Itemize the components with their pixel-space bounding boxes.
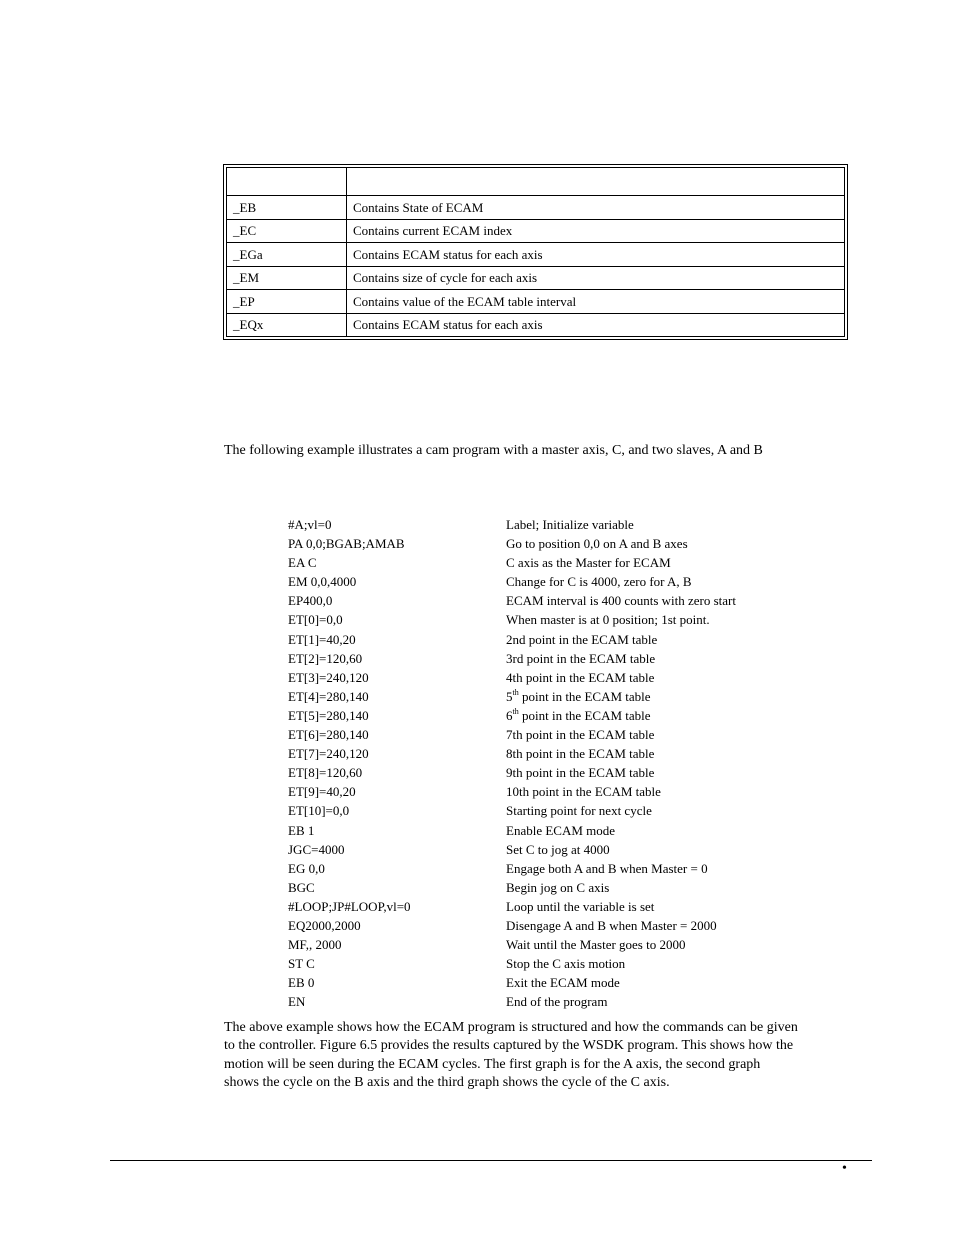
program-line	[288, 725, 808, 744]
program-comment: Wait until the Master goes to 2000	[506, 937, 686, 953]
program-command: PA 0,0;BGAB;AMAB	[288, 536, 405, 552]
program-command: ET[8]=120,60	[288, 765, 363, 781]
program-command: ET[3]=240,120	[288, 669, 369, 685]
program-comment: 10th point in the ECAM table	[506, 784, 661, 800]
program-comment: Disengage A and B when Master = 2000	[506, 917, 717, 933]
program-comment: 9th point in the ECAM table	[506, 765, 655, 781]
program-line	[288, 801, 808, 820]
program-comment: ECAM interval is 400 counts with zero start	[506, 593, 736, 609]
comment-number: 6	[506, 707, 513, 723]
program-command: #LOOP;JP#LOOP,vl=0	[288, 898, 411, 914]
program-command: ET[9]=40,20	[288, 784, 356, 800]
program-command: ET[5]=280,140	[288, 707, 369, 723]
program-command: EA C	[288, 555, 317, 571]
program-command: #A;vl=0	[288, 517, 332, 532]
program-line	[288, 668, 808, 687]
program-command: ET[1]=40,20	[288, 631, 356, 647]
comment-text: point in the ECAM table	[518, 688, 651, 704]
operand-cell: _EP	[227, 290, 347, 314]
description-cell: Contains value of the ECAM table interval	[347, 290, 845, 314]
program-command: BGC	[288, 879, 315, 895]
program-comment: Loop until the variable is set	[506, 898, 655, 914]
program-command: EN	[288, 994, 306, 1010]
table-row	[227, 219, 845, 243]
program-comment: 8th point in the ECAM table	[506, 746, 655, 762]
operand-cell: _EC	[227, 219, 347, 243]
operand-table-header	[227, 168, 845, 196]
program-comment: 2nd point in the ECAM table	[506, 631, 658, 647]
program-line	[288, 935, 808, 954]
program-comment: Set C to jog at 4000	[506, 841, 610, 857]
summary-line: motion will be seen during the ECAM cycles. The first graph is for the A axis, the second graph	[224, 1056, 761, 1072]
program-line	[288, 534, 808, 553]
footer-divider	[110, 1160, 872, 1161]
program-line	[288, 782, 808, 801]
summary-line: to the controller. Figure 6.5 provides the results captured by the WSDK program. This shows how the	[224, 1038, 794, 1054]
program-line	[288, 954, 808, 973]
program-command: MF,, 2000	[288, 937, 342, 953]
program-comment: Enable ECAM mode	[506, 822, 616, 838]
program-line	[288, 515, 808, 534]
program-line	[288, 649, 808, 668]
program-line	[288, 916, 808, 935]
program-comment: Change for C is 4000, zero for A, B	[506, 574, 692, 590]
program-command: EB 1	[288, 822, 315, 838]
program-comment: Starting point for next cycle	[506, 803, 652, 819]
program-command: ET[7]=240,120	[288, 746, 369, 762]
program-comment	[506, 706, 651, 725]
header-cell-description	[347, 168, 845, 196]
program-comment: C axis as the Master for ECAM	[506, 555, 671, 571]
program-line	[288, 630, 808, 649]
program-command: ET[10]=0,0	[288, 803, 350, 819]
program-line	[288, 610, 808, 629]
table-row	[227, 243, 845, 267]
program-line	[288, 553, 808, 572]
program-line	[288, 591, 808, 610]
program-comment	[506, 687, 651, 706]
operand-cell: _EGa	[227, 243, 347, 267]
program-command: ST C	[288, 956, 315, 972]
program-line	[288, 744, 808, 763]
program-command: EQ2000,2000	[288, 917, 361, 933]
table-row	[227, 290, 845, 314]
table-row	[227, 313, 845, 337]
operand-cell: _EM	[227, 266, 347, 290]
program-comment: Stop the C axis motion	[506, 956, 626, 972]
program-comment: Exit the ECAM mode	[506, 975, 620, 991]
program-line	[288, 687, 808, 706]
table-row	[227, 196, 845, 220]
operand-cell: _EQx	[227, 313, 347, 337]
program-comment: Begin jog on C axis	[506, 879, 610, 895]
table-row	[227, 266, 845, 290]
program-command: EB 0	[288, 975, 315, 991]
program-comment: 3rd point in the ECAM table	[506, 650, 656, 666]
ordinal-suffix: th	[512, 687, 519, 697]
footer-bullet: •	[842, 1161, 847, 1176]
program-command: EM 0,0,4000	[288, 574, 357, 590]
program-command: ET[4]=280,140	[288, 688, 369, 704]
summary-paragraph	[224, 1019, 872, 1092]
intro-paragraph: The following example illustrates a cam program with a master axis, C, and two slaves, A and B	[224, 443, 763, 458]
program-command: ET[2]=120,60	[288, 650, 363, 666]
program-line	[288, 859, 808, 878]
program-line	[288, 821, 808, 840]
program-comment: When master is at 0 position; 1st point.	[506, 612, 710, 628]
comment-text: point in the ECAM table	[518, 707, 651, 723]
program-command: EP400,0	[288, 593, 333, 609]
program-line	[288, 572, 808, 591]
program-comment: Go to position 0,0 on A and B axes	[506, 536, 688, 552]
comment-number: 5	[506, 688, 513, 704]
description-cell: Contains current ECAM index	[347, 219, 845, 243]
program-comment: 4th point in the ECAM table	[506, 669, 655, 685]
description-cell: Contains ECAM status for each axis	[347, 313, 845, 337]
program-listing	[288, 515, 808, 1011]
description-cell: Contains ECAM status for each axis	[347, 243, 845, 267]
program-comment: Label; Initialize variable	[506, 517, 634, 532]
operand-table	[223, 164, 848, 340]
description-cell: Contains size of cycle for each axis	[347, 266, 845, 290]
program-line	[288, 878, 808, 897]
program-line	[288, 992, 808, 1011]
program-command: JGC=4000	[288, 841, 345, 857]
program-line	[288, 973, 808, 992]
program-command: ET[0]=0,0	[288, 612, 343, 628]
program-comment: End of the program	[506, 994, 608, 1010]
program-line	[288, 763, 808, 782]
summary-line: The above example shows how the ECAM program is structured and how the commands can be given	[224, 1020, 798, 1035]
program-line	[288, 897, 808, 916]
operand-cell: _EB	[227, 196, 347, 220]
program-line	[288, 840, 808, 859]
program-command: EG 0,0	[288, 860, 325, 876]
ordinal-suffix: th	[512, 706, 519, 716]
program-comment: Engage both A and B when Master = 0	[506, 860, 708, 876]
operand-table-grid	[226, 167, 845, 337]
program-comment: 7th point in the ECAM table	[506, 727, 655, 743]
header-cell-operand	[227, 168, 347, 196]
summary-line: shows the cycle on the B axis and the third graph shows the cycle of the C axis.	[224, 1074, 670, 1090]
description-cell: Contains State of ECAM	[347, 196, 845, 220]
program-command: ET[6]=280,140	[288, 727, 369, 743]
program-line	[288, 706, 808, 725]
